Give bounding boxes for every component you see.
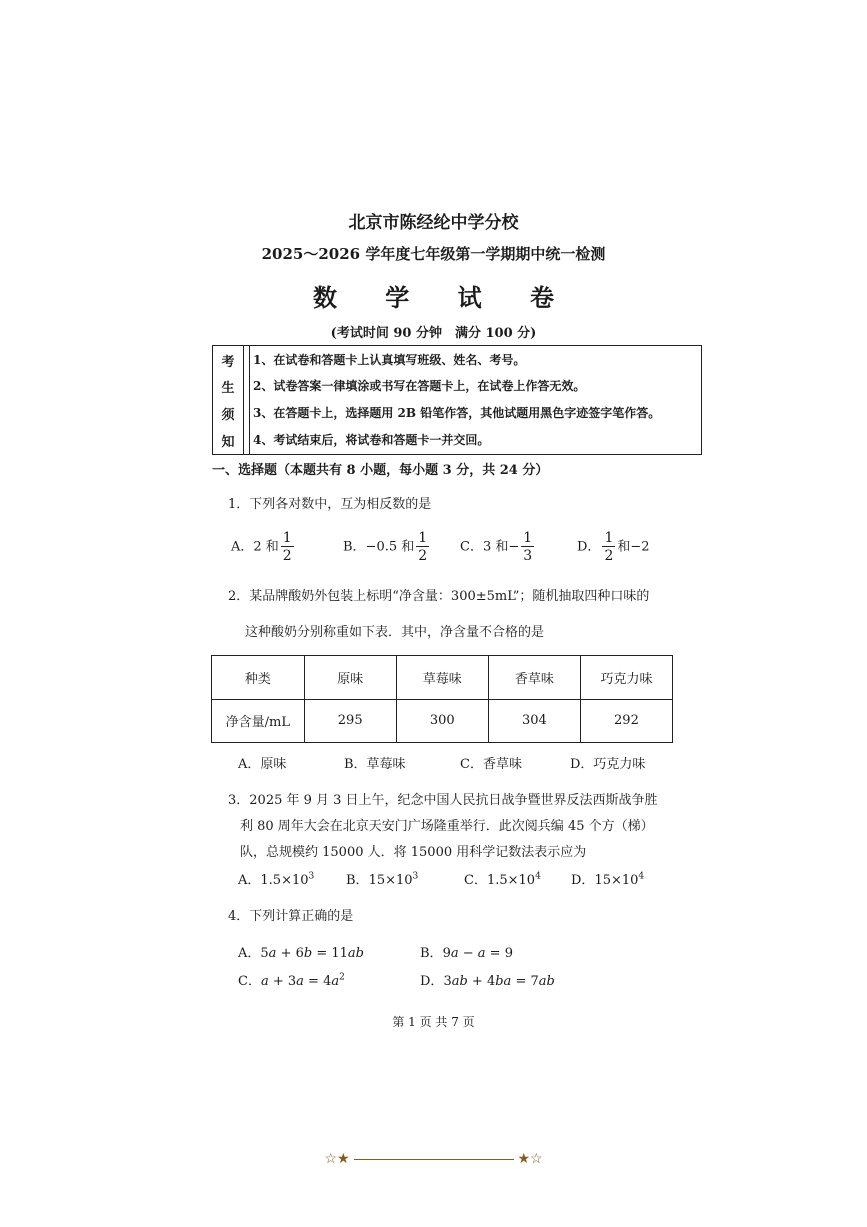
option-base: 1.5×10 (486, 873, 536, 888)
option-label: D． (571, 873, 595, 888)
q1-option-b-label: B．−0.5 和 (343, 539, 415, 555)
divider-line (354, 1159, 514, 1160)
table-header-row (212, 656, 673, 700)
numerator: 1 (523, 530, 533, 546)
star-icon: ★☆ (517, 1151, 543, 1167)
notice-char: 须 (221, 408, 235, 423)
school-name: 北京市陈经纶中学分校 (348, 213, 519, 233)
q1-option-d-label: D． (577, 539, 601, 555)
table-cell: 净含量/mL (212, 699, 305, 743)
q4-option-a: A．5a + 6b = 11ab (238, 946, 364, 961)
star-icon: ☆★ (324, 1151, 350, 1167)
q2-option-b: B．草莓味 (344, 757, 406, 772)
q3-option-a (238, 869, 314, 888)
denominator: 2 (604, 548, 614, 564)
q3-option-d (571, 869, 644, 888)
q1-option-a-label: A．2 和 (231, 539, 279, 555)
option-base: 1.5×10 (260, 873, 309, 888)
denominator: 2 (282, 548, 292, 564)
fraction (416, 531, 429, 563)
q1-option-a (231, 531, 296, 563)
fraction (521, 531, 534, 563)
question-2-stem-line1: 2．某品牌酸奶外包装上标明“净含量：300±5mL”；随机抽取四种口味的 (228, 589, 650, 604)
numerator: 1 (282, 530, 292, 546)
page-number: 第 1 页 共 7 页 (392, 1015, 475, 1029)
option-label: B． (346, 873, 369, 888)
q3-option-b (346, 869, 418, 888)
table-cell: 种类 (212, 656, 305, 700)
notice-char: 知 (221, 435, 235, 450)
notice-box (212, 345, 702, 455)
option-label: C． (238, 974, 261, 989)
q1-option-c-label: C．3 和− (460, 539, 520, 555)
yogurt-table (211, 655, 673, 743)
fraction (602, 531, 615, 563)
question-4-stem: 4．下列计算正确的是 (228, 909, 354, 924)
notice-item: 1、在试卷和答题卡上认真填写班级、姓名、考号。 (253, 353, 526, 367)
table-cell: 304 (488, 699, 580, 743)
exam-subtitle: 2025～2026 学年度七年级第一学期期中统一检测 (261, 245, 606, 263)
q1-option-d-tail: 和−2 (617, 539, 650, 555)
notice-side-label (213, 346, 244, 454)
notice-item: 4、考试结束后，将试卷和答题卡一并交回。 (253, 433, 490, 447)
option-label: A． (238, 946, 261, 961)
q2-option-a: A．原味 (238, 757, 287, 772)
denominator: 3 (523, 548, 533, 564)
option-exponent: 3 (412, 871, 419, 882)
q4-option-d: D．3ab + 4ba = 7ab (420, 974, 555, 989)
q2-option-c: C．香草味 (460, 757, 522, 772)
q4-option-c: C．$a + 3a = 4a^2$ (238, 972, 345, 989)
denominator: 2 (418, 548, 428, 564)
notice-divider (249, 346, 250, 454)
exam-time-info: (考试时间 90 分钟 满分 100 分) (330, 326, 537, 341)
option-label: B． (420, 946, 443, 961)
notice-item: 2、试卷答案一律填涂或书写在答题卡上，在试卷上作答无效。 (253, 379, 586, 393)
section-heading: 一、选择题（本题共有 8 小题，每小题 3 分，共 24 分） (212, 463, 549, 478)
question-3-line1: 3．2025 年 9 月 3 日上午，纪念中国人民抗日战争暨世界反法西斯战争胜 (228, 793, 658, 808)
exam-title: 数 学 试 卷 (312, 283, 575, 312)
question-3-line3: 队，总规模约 15000 人．将 15000 用科学记数法表示应为 (240, 845, 587, 860)
table-cell: 292 (580, 699, 672, 743)
option-exponent: 4 (638, 871, 645, 882)
q1-option-c (460, 531, 536, 563)
table-row (212, 699, 673, 743)
option-label: D． (420, 974, 444, 989)
decorative-divider (0, 1151, 867, 1167)
option-exponent: 4 (535, 871, 541, 882)
notice-item: 3、在答题卡上，选择题用 2B 铅笔作答，其他试题用黑色字迹签字笔作答。 (253, 406, 661, 420)
table-cell: 香草味 (488, 656, 580, 700)
table-cell: 300 (396, 699, 488, 743)
fraction (281, 531, 294, 563)
table-cell: 295 (304, 699, 396, 743)
option-label: A． (238, 873, 261, 888)
table-cell: 巧克力味 (580, 656, 672, 700)
numerator: 1 (604, 530, 614, 546)
question-1-stem: 1．下列各对数中，互为相反数的是 (228, 497, 432, 512)
option-base: 15×10 (368, 873, 413, 888)
q1-option-b (343, 531, 431, 563)
q1-option-d (577, 531, 650, 563)
question-3-line2: 利 80 周年大会在北京天安门广场隆重举行．此次阅兵编 45 个方（梯） (240, 819, 654, 834)
notice-char: 考 (221, 355, 235, 370)
q3-option-c (464, 869, 541, 888)
option-base: 15×10 (594, 873, 639, 888)
table-cell: 草莓味 (396, 656, 488, 700)
numerator: 1 (418, 530, 428, 546)
notice-char: 生 (221, 381, 235, 396)
q2-option-d: D．巧克力味 (570, 757, 646, 772)
option-label: C． (464, 873, 487, 888)
question-2-stem-line2: 这种酸奶分别称重如下表．其中，净含量不合格的是 (245, 625, 545, 640)
table-cell: 原味 (304, 656, 396, 700)
option-exponent: 3 (308, 871, 315, 882)
q4-option-b: B．9a − a = 9 (420, 946, 513, 961)
